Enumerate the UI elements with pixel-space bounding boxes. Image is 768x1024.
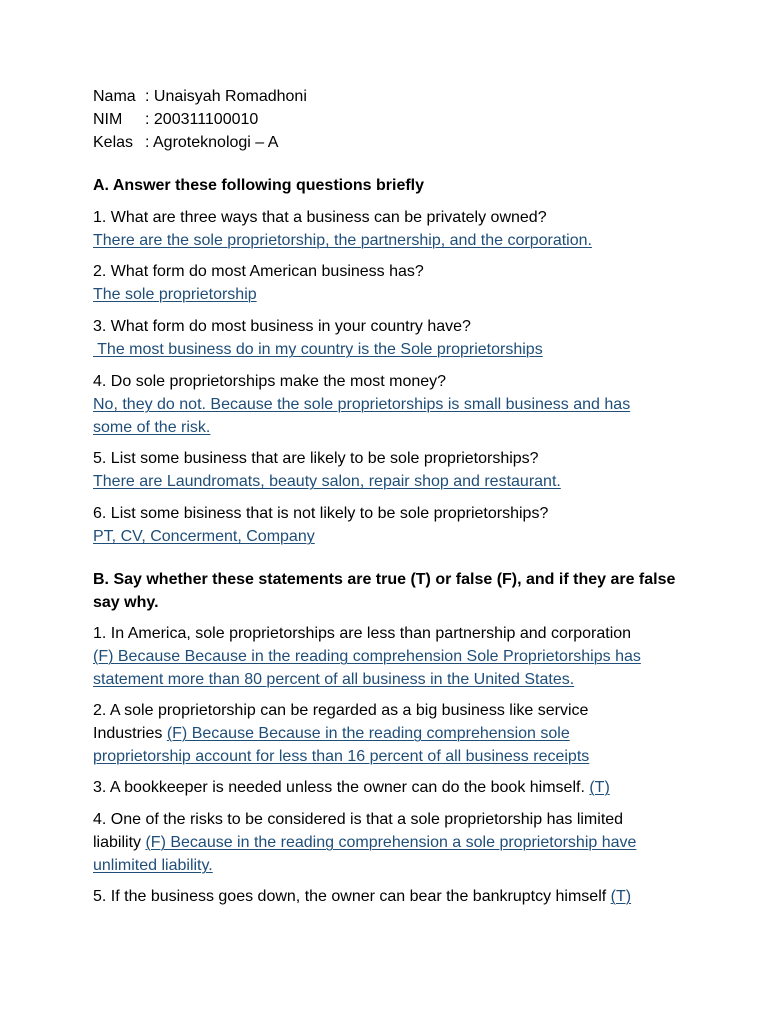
statement-text: liability: [93, 834, 142, 851]
answer-line: [93, 338, 543, 361]
question-item-6: [93, 502, 548, 548]
statement-text: 2. A sole proprietorship can be regarded as a big business like service: [93, 702, 589, 719]
answer-text: unlimited liability.: [93, 857, 213, 874]
nama-label: Nama: [93, 88, 136, 105]
nim-label: NIM: [93, 111, 123, 128]
answer-line: [93, 668, 641, 691]
answer-text: (F) Because Because in the reading comprehension Sole Proprietorships has: [93, 648, 641, 665]
statement-item-4: [93, 808, 636, 877]
statement-text: 4. One of the risks to be considered is that a sole proprietorship has limited: [93, 811, 624, 828]
answer-line: [93, 416, 630, 439]
answer-text: The sole proprietorship: [93, 286, 257, 303]
question-item-3: [93, 315, 543, 361]
answer-text: proprietorship account for less than 16 percent of all business receipts: [93, 748, 590, 765]
answer-text: (T): [610, 888, 632, 905]
statement-line: [93, 776, 610, 799]
section-a-heading-text: A. Answer these following questions briefly: [93, 177, 425, 194]
statement-text: Industries: [93, 725, 163, 742]
question-item-1: [93, 206, 592, 252]
statement-item-2: [93, 699, 589, 768]
question-text: 4. Do sole proprietorships make the most money?: [93, 373, 447, 390]
question-text: 6. List some bisiness that is not likely to be sole proprietorships?: [93, 505, 549, 522]
nama-row: [93, 85, 307, 108]
answer-text: There are Laundromats, beauty salon, repair shop and restaurant.: [93, 473, 561, 490]
kelas-row: [93, 131, 307, 154]
statement-line: [93, 831, 636, 854]
statement-item-1: [93, 622, 641, 691]
answer-line: [93, 854, 636, 877]
statement-text: 3. A bookkeeper is needed unless the owner can do the book himself.: [93, 779, 585, 796]
answer-text: (T): [589, 779, 610, 796]
statement-line: [93, 885, 631, 908]
answer-line: [93, 470, 561, 493]
statement-item-3: [93, 776, 610, 799]
statement-item-5: [93, 885, 631, 908]
answer-text: some of the risk.: [93, 419, 211, 436]
answer-line: [93, 283, 424, 306]
answer-line: [93, 229, 592, 252]
kelas-label: Kelas: [93, 134, 134, 151]
answer-text: (F) Because in the reading comprehension a sole proprietorship have: [145, 834, 637, 851]
section-b-heading-line: B. Say whether these statements are true (T) or false (F), and if they are false: [93, 571, 676, 588]
statement-text: 5. If the business goes down, the owner can bear the bankruptcy himself: [93, 888, 607, 905]
question-item-5: [93, 447, 561, 493]
section-b-heading-line: say why.: [93, 594, 159, 611]
answer-text: The most business do in my country is the Sole proprietorships: [93, 341, 543, 358]
question-text: 2. What form do most American business has?: [93, 263, 424, 280]
nim-value: : 200311100010: [145, 111, 259, 128]
answer-text: No, they do not. Because the sole proprietorships is small business and has: [93, 396, 631, 413]
question-text: 1. What are three ways that a business can be privately owned?: [93, 209, 547, 226]
answer-line: [93, 393, 630, 416]
answer-line: [93, 745, 589, 768]
section-b-heading: [93, 568, 675, 614]
student-info: [93, 85, 307, 154]
statement-text: 1. In America, sole proprietorships are less than partnership and corporation: [93, 625, 632, 642]
nim-row: [93, 108, 307, 131]
answer-text: statement more than 80 percent of all business in the United States.: [93, 671, 575, 688]
answer-text: PT, CV, Concerment, Company: [93, 528, 315, 545]
nama-value: : Unaisyah Romadhoni: [145, 88, 307, 105]
section-a-heading: [93, 174, 424, 197]
question-text: 3. What form do most business in your country have?: [93, 318, 471, 335]
question-text: 5. List some business that are likely to be sole proprietorships?: [93, 450, 539, 467]
kelas-value: : Agroteknologi – A: [145, 134, 279, 151]
statement-line: [93, 722, 589, 745]
question-item-2: [93, 260, 424, 306]
answer-line: [93, 525, 548, 548]
question-item-4: [93, 370, 630, 439]
answer-line: [93, 645, 641, 668]
answer-text: (F) Because Because in the reading comprehension sole: [166, 725, 570, 742]
answer-text: There are the sole proprietorship, the partnership, and the corporation.: [93, 232, 592, 249]
